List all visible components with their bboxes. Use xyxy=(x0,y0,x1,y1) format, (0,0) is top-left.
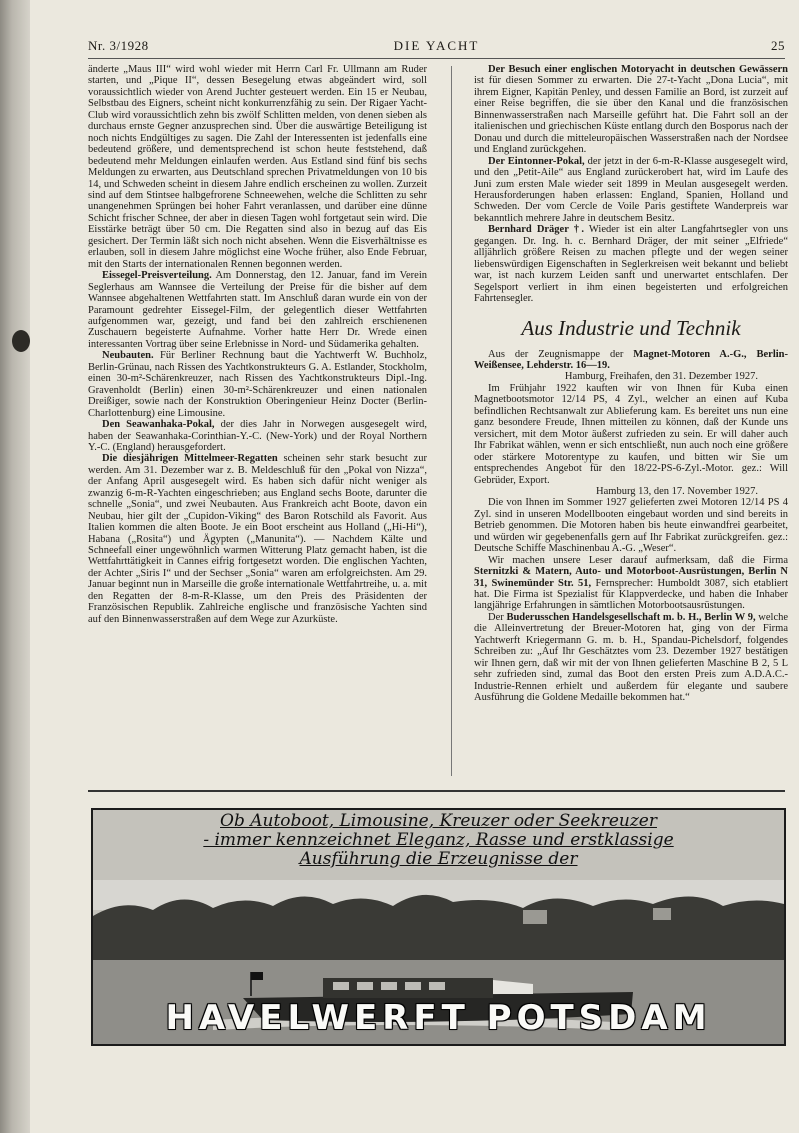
article-paragraph xyxy=(474,156,788,225)
section-title-industry: Aus Industrie und Technik xyxy=(521,315,741,340)
page-number: 25 xyxy=(771,38,785,53)
paragraph-lead: Den Seawanhaka-Pokal, xyxy=(102,419,215,431)
article-paragraph xyxy=(474,612,788,704)
paragraph-tail: Fernsprecher: Humboldt 3087, sich etabliert hat. Die Firma ist Spezialist für Klappverdecke, und haben die Inhaber langjährige Erfahrungen in sämtlichen Motorbootsausrüstungen. xyxy=(474,577,788,612)
paragraph-text: ist für diesen Sommer zu erwarten. Die 27-t-Yacht „Dona Lucia“, mit ihrem Eigner, Kapitän Penley, und dessen Familie an Bord, ist zurzeit auf einer Reise begriffen, die sie über den Kanal und die französischen Binnenwasserstraßen nach Marseille geführt hat. Die Fahrt soll an der italienischen und griechischen Küste entlang durch den Bosporus nach der Donau und durch die mitteleuropäischen Wasserstraßen nach der Nordsee und England zurückgehen. xyxy=(474,75,788,156)
paragraph-text: Wir machen unsere Leser darauf aufmerksam, daß die Firma xyxy=(488,554,788,566)
paragraph-text: Die von Ihnen im Sommer 1927 gelieferten zwei Motoren 12/14 PS 4 Zyl. sind in unseren Modellbooten eingebaut worden und sind bereits in Betrieb genommen. Die Motoren haben bis heute einwandfrei gearbeitet, und würden wir gegebenenfalls gern auf Ihr Fabrikat zurückgreifen. gez.: Deutsche Schiffe Maschinenbau A.-G. „Weser“. xyxy=(474,497,788,555)
ad-headline-line-3: Ausführung die Erzeugnisse der xyxy=(299,849,578,869)
article-paragraph xyxy=(88,64,427,270)
article-paragraph xyxy=(474,64,788,156)
advertisement-havelwerft xyxy=(91,808,786,1046)
paragraph-text: Am Donnerstag, den 12. Januar, fand im Verein Seglerhaus am Wannsee die Verteilung der Preise für die bisher auf dem Wannsee abgehaltenen Wettfahrten statt. Im Anschluß daran wurde ein von der Paramount gedrehter Eissegel-Film, der gelegentlich dieser Wettfahrten aufgenommen war, gezeigt, und fand bei den zahlreich erschienenen Zuschauern begeisterte Aufnahme. Vorher hatte Herr Dr. Wrede einen interessanten Vortrag über seine Erlebnisse in Nord- und Südamerika gehalten. xyxy=(88,270,427,350)
paragraph-text: Im Frühjahr 1922 kauften wir von Ihnen für Kuba einen Magnetbootsmotor 12/14 PS, 4 Zyl., welcher an einen auf Kuba befindlichen Rechtsanwalt zur Ablieferung kam. Es bereitet uns nun eine ganz besondere Freude, Ihnen mitteilen zu können, daß der Kunde uns versichert, mit dem Motor äußerst zufrieden zu sein. Er will daher auch Ihr Fabrikat wählen, wenn er sich entschließt, nun auch noch eine größere oder stärkere Motorentype zu kaufen, und bitten wir Sie um entsprechendes Angebot für den 18/22-PS-6-Zyl.-Motor. gez.: Will Gebrüder, Export. xyxy=(474,382,788,486)
right-column-news xyxy=(474,64,788,305)
paragraph-lead: Bernhard Dräger †. xyxy=(488,224,585,236)
column-divider xyxy=(451,66,452,776)
paragraph-text: scheinen sehr stark besucht zur werden. Am 31. Dezember war z. B. Meldeschluß für den „Pokal von Nizza“, der Anfang April ausgesegelt wird. Es haben sich dafür nicht weniger als zwanzig 6-m-R-Yachten eingeschrieben; aus England sechs Boote, darunter die schnelle „Sonia“, und zwei Neubauten. Aus Frankreich acht Boote, davon ein Neubau, hier gilt der „Cupidon-Viking“ des Baron Rotschild als Favorit. Aus Italien kommen die alten Boote. Je ein Boot erscheint aus Holland („Hi-Hi“), Habana („Rosita“) und Ägypten („Manunita“). — Nachdem Kälte und Schneefall einer ungewöhnlich warmen Witterung Platz gemacht haben, ist die Wettfahrttätigkeit in Cannes eifrig fortgesetzt worden. Die englischen Yachten, der Achter „Siris I“ und der Sechser „Sonia“ waren am erfolgreichsten. Am 29. Januar beginnt nun in Marseille die große internationale Wettfahrtreihe, u. a. mit den Regatten der 8-m-R-Klasse, um den Preis des Präsidenten der Französischen Republik. Zahlreiche englische und französische Yachten sind auf den Binnenwasserstraßen auf dem Wege zur Azurküste. xyxy=(88,453,427,625)
paragraph-text: Aus der Zeugnismappe der xyxy=(488,348,634,360)
paragraph-lead: Der Eintonner-Pokal, xyxy=(488,155,585,167)
article-paragraph xyxy=(474,371,788,382)
issue-number: Nr. 3/1928 xyxy=(88,38,149,53)
header-rule xyxy=(88,58,785,59)
article-paragraph xyxy=(474,349,788,372)
article-paragraph xyxy=(474,555,788,612)
article-paragraph xyxy=(88,419,427,453)
ad-brand-name: HAVELWERFT POTSDAM xyxy=(165,998,712,1038)
paragraph-lead: Der Besuch einer englischen Motoryacht in deutschen Gewässern xyxy=(488,64,788,75)
article-paragraph xyxy=(88,453,427,625)
motorboat-flag xyxy=(251,972,263,980)
advertisement-rule xyxy=(88,790,785,792)
left-column xyxy=(88,64,427,778)
ad-headline xyxy=(93,812,784,869)
paragraph-text: Wieder ist ein alter Langfahrtsegler von uns gegangen. Dr. Ing. h. c. Bernhard Dräger, der mit seiner „Elfriede“ alljährlich größere Reisen zu machen pflegte und der wegen seiner liebenswürdigen Eigenschaften in Seglerkreisen weit bekannt und beliebt war, ist nach kurzem Leiden sanft und unerwartet entschlafen. Der Segelsport verliert in ihm einen begeisterten und erfolgreichen Fahrtensegler. xyxy=(474,224,788,305)
paragraph-text: Für Berliner Rechnung baut die Yachtwerft W. Buchholz, Berlin-Grünau, nach Rissen des Yachtkonstrukteurs G. A. Estlander, Stockholm, einen 30-m²-Schärenkreuzer, nach Rissen des Yachtkonstrukteurs Dipl.-Ing. Gravenholdt (Berlin) einen 30-m²-Schärenkreuzer und einen nationalen Dreißiger, sowie nach der Konstruktion Oberingenieur Heinz Docter (Berlin-Charlottenburg) eine Limousine. xyxy=(88,350,427,419)
industry-section xyxy=(474,349,788,704)
photo-treeline xyxy=(93,895,784,962)
article-paragraph xyxy=(474,383,788,486)
ad-headline-line-2: - immer kennzeichnet Eleganz, Rasse und erstklassige xyxy=(203,830,674,850)
paragraph-text: Der xyxy=(488,611,507,623)
photo-shore-buildings xyxy=(523,910,547,924)
paragraph-lead: Eissegel-Preisverteilung. xyxy=(102,270,212,282)
article-paragraph xyxy=(88,270,427,350)
company-name: Sternitzki & Matern, Auto- und Motorboot-Ausrüstungen, Berlin N 31, Swinemünder Str. 51, xyxy=(474,566,788,589)
magazine-title: DIE YACHT xyxy=(393,38,480,53)
paragraph-lead: Neubauten. xyxy=(102,350,154,362)
paragraph-lead: Die diesjährigen Mittelmeer-Regatten xyxy=(102,453,278,465)
ad-headline-line-1: Ob Autoboot, Limousine, Kreuzer oder Seekreuzer xyxy=(220,811,657,831)
company-name: Buderusschen Handelsgesellschaft m. b. H., Berlin W 9, xyxy=(506,611,756,623)
paragraph-text: Hamburg, Freihafen, den 31. Dezember 1927. xyxy=(564,371,758,383)
article-paragraph xyxy=(474,486,788,497)
paragraph-tail: welche die Alleinvertretung der Breuer-Motoren hat, ging von der Firma Yachtwerft Kriegermann G. m. b. H., Spandau-Pichelsdorf, folgendes Schreiben zu: „Auf Ihr Geschätztes vom 23. Dezember 1927 bestätigen wir Ihnen gern, daß wir mit der von Ihnen gelieferten Maschine B 2, 5 L sehr zufrieden sind, zumal das Boot den ersten Preis zum A.D.A.C.-Industrie-Rennen erhielt und außerdem für elegante und saubere Ausführung die Goldene Medaille bekommen hat.“ xyxy=(474,611,788,704)
paragraph-text: änderte „Maus III“ wird wohl wieder mit Herrn Carl Fr. Ullmann am Ruder starten, und „Pique II“, dessen Besegelung etwas abgeändert wird, soll voraussichtlich wieder von Arend Juchter gesteuert werden. Ein 15 er Neubau, Selbstbau des Eigners, scheint nicht konkurrenzfähig zu sein. Der Rigaer Yacht-Club wird voraussichtlich zehn bis zwölf Schlitten melden, von denen sieben als durchaus ernste Gegner anzusprechen sind. Über die auswärtige Beteiligung ist noch nichts Endgültiges zu sagen. Die Zahl der Interessenten ist jedenfalls eine bedeutend größere, und dementsprechend ist schon heute feststehend, daß bedeutend mehr Meldungen einlaufen werden. Aus Estland sind fünf bis sechs Meldungen zu erwarten, aus Deutschland sprechen Privatmeldungen von 10 bis 14, und Schweden scheint in diesem Jahre endlich erscheinen zu wollen. Zurzeit sind auf dem Stintsee halbgefrorene Schneewehen, welche die Schlitten zu sehr unangenehmen Sprüngen bei hoher Fahrt veranlassen, und darüber eine dünne Schicht frischer Schnee, der aber in diesen Tagen wohl fortgetaut sein wird. Die Eisstärke beträgt über 50 cm. Die Regatten sind also in bezug auf das Eis gesichert. Der Termin läßt sich noch nicht absehen. Wenn die Eisverhältnisse es erlauben, soll in diesem Jahre möglichst eine Woche früher, also Ende Februar, mit den Starts der internationalen Rennen begonnen werden. xyxy=(88,64,427,270)
paragraph-text: Hamburg 13, den 17. November 1927. xyxy=(596,485,758,497)
page-binding xyxy=(0,0,30,1133)
company-name: Magnet-Motoren A.-G., Berlin-Weißensee, Lehderstr. 16—19. xyxy=(474,348,788,371)
binding-hole xyxy=(12,330,30,352)
paragraph-text: der dies Jahr in Norwegen ausgesegelt wird, haben der Seawanhaka-Corinthian-Y.-C. (New-York) und der Royal Northern Y.-C. (England) herausgefordert. xyxy=(88,419,427,453)
article-paragraph xyxy=(474,224,788,304)
article-paragraph xyxy=(88,350,427,419)
running-header xyxy=(88,38,785,56)
paragraph-text: der jetzt in der 6-m-R-Klasse ausgesegelt wird, und den „Petit-Aile“ aus England zurückerobert hat, wird im Laufe des Juni zum ersten Male wieder seit 1899 in Meulan ausgesegelt werden. Herausforderungen haben erlassen: England, Spanien, Holland und Schweden. Der vom Cercle de Voile Paris gestiftete Wanderpreis war bekanntlich mehrere Jahre in deutschem Besitz. xyxy=(474,155,788,224)
right-column xyxy=(474,64,788,778)
article-paragraph xyxy=(474,497,788,554)
